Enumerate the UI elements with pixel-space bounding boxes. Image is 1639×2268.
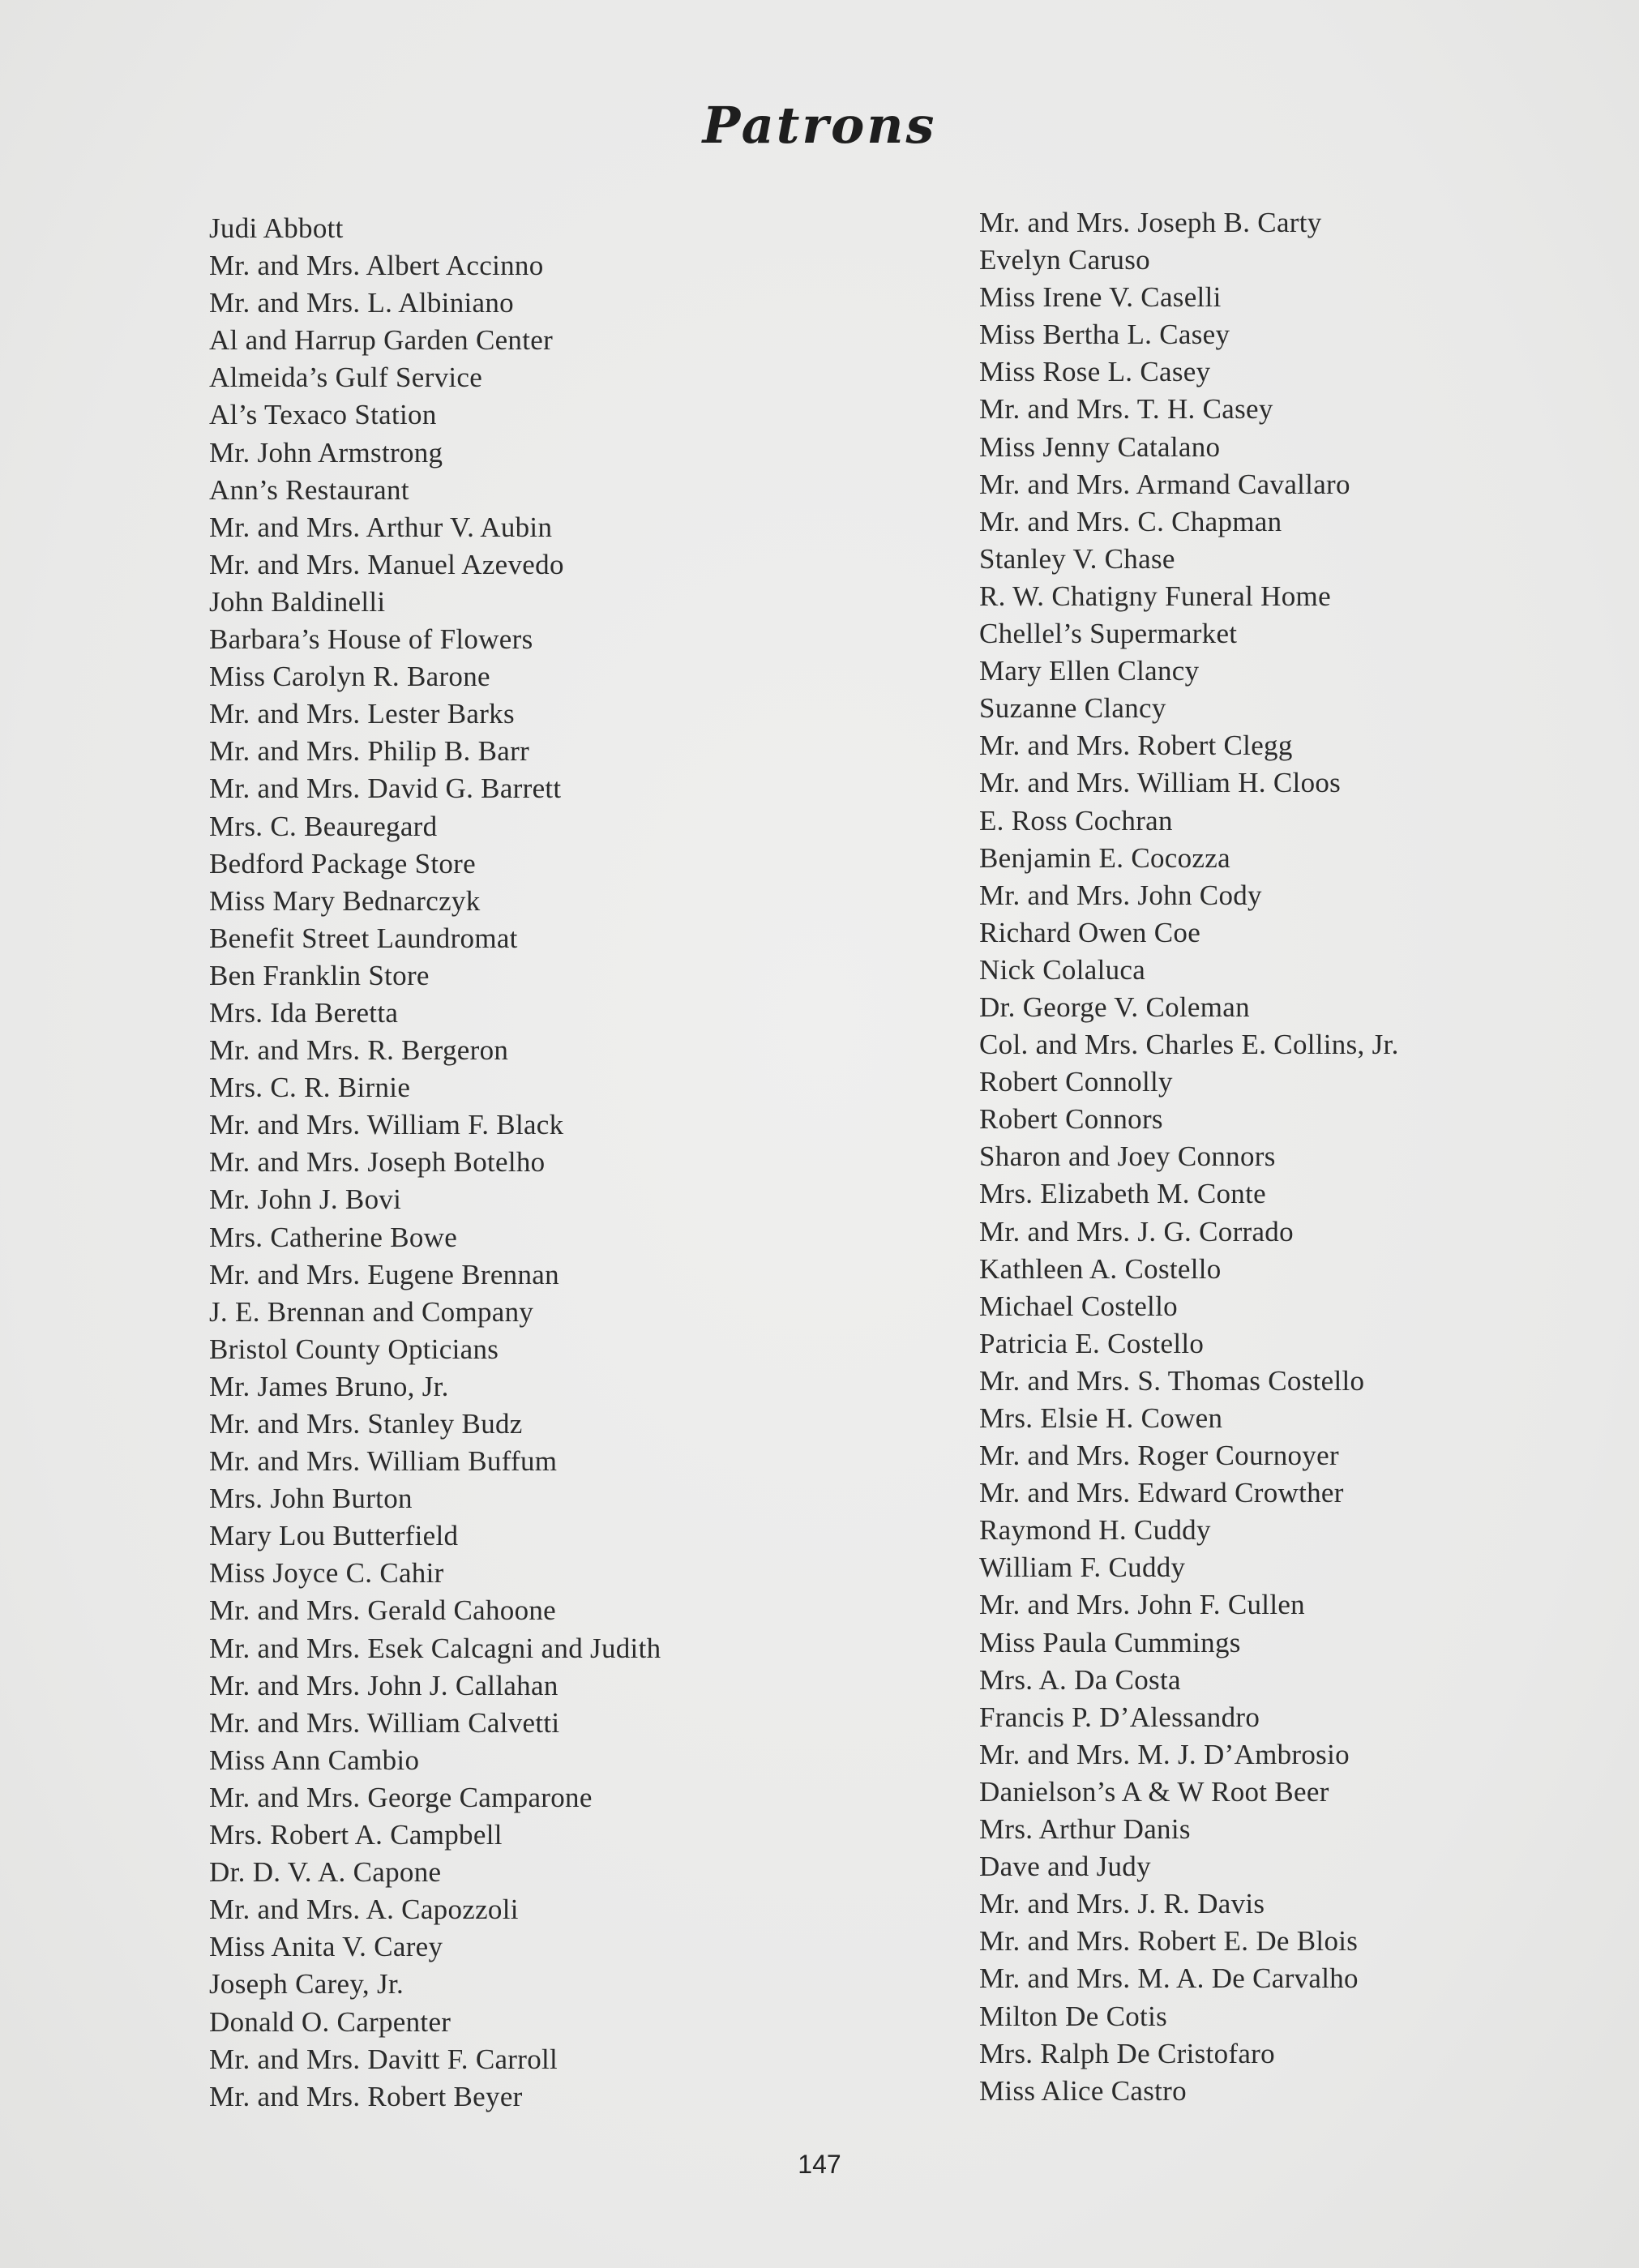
- patron-entry: Miss Ann Cambio: [209, 1744, 420, 1776]
- patron-entry: Sharon and Joey Connors: [979, 1140, 1276, 1173]
- patron-entry: Al and Harrup Garden Center: [209, 324, 554, 357]
- patron-entry: Dr. George V. Coleman: [979, 991, 1250, 1023]
- patron-entry: Mr. and Mrs. Eugene Brennan: [209, 1258, 559, 1290]
- patron-entry: Mrs. A. Da Costa: [979, 1663, 1181, 1696]
- patron-entry: Mrs. Elizabeth M. Conte: [979, 1178, 1266, 1210]
- patron-entry: Miss Joyce C. Cahir: [209, 1557, 444, 1590]
- patron-entry: Mr. and Mrs. John Cody: [979, 879, 1262, 911]
- patron-entry: Col. and Mrs. Charles E. Collins, Jr.: [979, 1029, 1399, 1061]
- patron-entry: Mr. and Mrs. S. Thomas Costello: [979, 1364, 1365, 1397]
- patron-entry: Chellel’s Supermarket: [979, 618, 1238, 650]
- patron-entry: Almeida’s Gulf Service: [209, 362, 483, 394]
- patron-entry: Mr. and Mrs. Armand Cavallaro: [979, 468, 1350, 500]
- patron-entry: Mr. and Mrs. Gerald Cahoone: [209, 1594, 557, 1627]
- patron-entry: Donald O. Carpenter: [209, 2005, 451, 2038]
- patron-entry: Barbara’s House of Flowers: [209, 623, 533, 656]
- patron-entry: Mr. and Mrs. Robert Clegg: [979, 730, 1293, 762]
- patron-entry: Mr. and Mrs. Edward Crowther: [979, 1477, 1344, 1509]
- patron-entry: Mr. James Bruno, Jr.: [209, 1370, 449, 1402]
- patron-entry: Benefit Street Laundromat: [209, 922, 518, 954]
- patron-entry: Mrs. Ralph De Cristofaro: [979, 2037, 1275, 2069]
- patron-entry: Miss Mary Bednarczyk: [209, 884, 481, 917]
- patron-entry: Miss Bertha L. Casey: [979, 319, 1230, 351]
- patron-entry: Mr. and Mrs. Arthur V. Aubin: [209, 511, 553, 543]
- patron-entry: John Baldinelli: [209, 585, 386, 618]
- patron-entry: Dave and Judy: [979, 1851, 1151, 1883]
- patron-entry: Nick Colaluca: [979, 953, 1146, 986]
- patron-entry: Mr. John Armstrong: [209, 436, 443, 469]
- patron-list-right: [979, 204, 1399, 2110]
- patron-entry: Joseph Carey, Jr.: [209, 1968, 404, 2001]
- patron-entry: Mrs. John Burton: [209, 1483, 413, 1515]
- patron-entry: Stanley V. Chase: [979, 542, 1175, 575]
- patron-entry: Mr. and Mrs. Manuel Azevedo: [209, 548, 564, 580]
- patron-entry: Mrs. Elsie H. Cowen: [979, 1402, 1223, 1434]
- patron-entry: Mr. and Mrs. William Calvetti: [209, 1706, 560, 1739]
- patron-entry: Mr. and Mrs. William F. Black: [209, 1109, 564, 1141]
- patron-entry: Richard Owen Coe: [979, 916, 1201, 948]
- patron-entry: Mr. and Mrs. A. Capozzoli: [209, 1894, 519, 1926]
- patron-entry: Dr. D. V. A. Capone: [209, 1856, 442, 1889]
- patron-entry: Mr. and Mrs. Lester Barks: [209, 698, 515, 730]
- patron-entry: Milton De Cotis: [979, 2000, 1168, 2032]
- patron-entry: Mr. and Mrs. William H. Cloos: [979, 767, 1342, 799]
- patron-entry: Mr. and Mrs. T. H. Casey: [979, 393, 1273, 426]
- patron-entry: Michael Costello: [979, 1290, 1178, 1322]
- patron-entry: Mr. and Mrs. David G. Barrett: [209, 772, 562, 805]
- patron-entry: Robert Connors: [979, 1103, 1163, 1136]
- patron-entry: Mr. and Mrs. Esek Calcagni and Judith: [209, 1632, 661, 1664]
- patron-entry: Mr. and Mrs. Stanley Budz: [209, 1408, 523, 1440]
- patron-entry: Kathleen A. Costello: [979, 1252, 1222, 1285]
- patron-entry: Al’s Texaco Station: [209, 399, 437, 431]
- patron-entry: Miss Carolyn R. Barone: [209, 661, 490, 693]
- patron-entry: Mr. and Mrs. John F. Cullen: [979, 1589, 1305, 1621]
- page-number: 147: [798, 2150, 841, 2179]
- patron-entry: Mrs. C. R. Birnie: [209, 1072, 411, 1104]
- patron-entry: Mary Lou Butterfield: [209, 1520, 459, 1552]
- patron-entry: Evelyn Caruso: [979, 244, 1150, 276]
- patron-entry: Miss Paula Cummings: [979, 1626, 1241, 1658]
- patron-entry: Benjamin E. Cocozza: [979, 841, 1230, 874]
- patron-entry: Mr. and Mrs. Joseph Botelho: [209, 1146, 546, 1179]
- patron-entry: Mrs. Catherine Bowe: [209, 1221, 458, 1253]
- patron-entry: Mr. and Mrs. M. J. D’Ambrosio: [979, 1738, 1350, 1770]
- patron-entry: Mr. and Mrs. C. Chapman: [979, 505, 1282, 537]
- patron-entry: Francis P. D’Alessandro: [979, 1701, 1260, 1733]
- patron-entry: Mrs. Arthur Danis: [979, 1813, 1191, 1846]
- patron-entry: Mr. and Mrs. R. Bergeron: [209, 1034, 509, 1067]
- patron-entry: Mr. and Mrs. George Camparone: [209, 1781, 593, 1813]
- patron-entry: Danielson’s A & W Root Beer: [979, 1775, 1329, 1808]
- patron-entry: Mr. and Mrs. Philip B. Barr: [209, 735, 530, 768]
- patron-entry: Ben Franklin Store: [209, 959, 430, 991]
- patron-entry: Robert Connolly: [979, 1066, 1173, 1098]
- patron-list-left: [209, 210, 661, 2116]
- patron-entry: Mr. and Mrs. L. Albiniano: [209, 287, 514, 319]
- patron-entry: E. Ross Cochran: [979, 804, 1173, 837]
- patron-entry: Miss Rose L. Casey: [979, 356, 1211, 388]
- patron-entry: Bedford Package Store: [209, 847, 476, 879]
- patron-entry: Miss Alice Castro: [979, 2074, 1187, 2107]
- patron-entry: Ann’s Restaurant: [209, 473, 409, 506]
- patron-entry: Mr. and Mrs. William Buffum: [209, 1445, 558, 1478]
- patron-entry: Miss Jenny Catalano: [979, 430, 1221, 463]
- patron-entry: Mr. and Mrs. J. G. Corrado: [979, 1215, 1294, 1247]
- patron-entry: R. W. Chatigny Funeral Home: [979, 580, 1331, 612]
- patron-entry: William F. Cuddy: [979, 1551, 1186, 1584]
- patron-entry: Mr. and Mrs. Robert E. De Blois: [979, 1925, 1359, 1958]
- patron-entry: Mr. and Mrs. Davitt F. Carroll: [209, 2043, 558, 2075]
- patron-entry: Miss Anita V. Carey: [209, 1931, 443, 1963]
- patron-entry: Mrs. C. Beauregard: [209, 810, 438, 842]
- patron-entry: Mr. and Mrs. Albert Accinno: [209, 250, 544, 282]
- patron-entry: Bristol County Opticians: [209, 1333, 499, 1365]
- patron-entry: Patricia E. Costello: [979, 1327, 1205, 1359]
- patron-entry: J. E. Brennan and Company: [209, 1295, 534, 1328]
- patron-entry: Miss Irene V. Caselli: [979, 281, 1222, 314]
- patron-entry: Judi Abbott: [209, 212, 344, 244]
- patron-entry: Mr. and Mrs. Roger Cournoyer: [979, 1440, 1339, 1472]
- page-title: Patrons: [702, 96, 937, 155]
- patron-entry: Mrs. Ida Beretta: [209, 996, 399, 1029]
- patron-entry: Mr. and Mrs. John J. Callahan: [209, 1669, 558, 1701]
- patron-entry: Mr. John J. Bovi: [209, 1183, 402, 1216]
- patron-entry: Mr. and Mrs. Robert Beyer: [209, 2080, 523, 2112]
- patron-entry: Mr. and Mrs. Joseph B. Carty: [979, 207, 1322, 238]
- patron-entry: Mary Ellen Clancy: [979, 655, 1200, 687]
- patron-entry: Mrs. Robert A. Campbell: [209, 1819, 503, 1851]
- patron-entry: Mr. and Mrs. M. A. De Carvalho: [979, 1962, 1359, 1995]
- patron-entry: Raymond H. Cuddy: [979, 1514, 1211, 1547]
- patron-entry: Suzanne Clancy: [979, 692, 1166, 725]
- patron-entry: Mr. and Mrs. J. R. Davis: [979, 1888, 1265, 1920]
